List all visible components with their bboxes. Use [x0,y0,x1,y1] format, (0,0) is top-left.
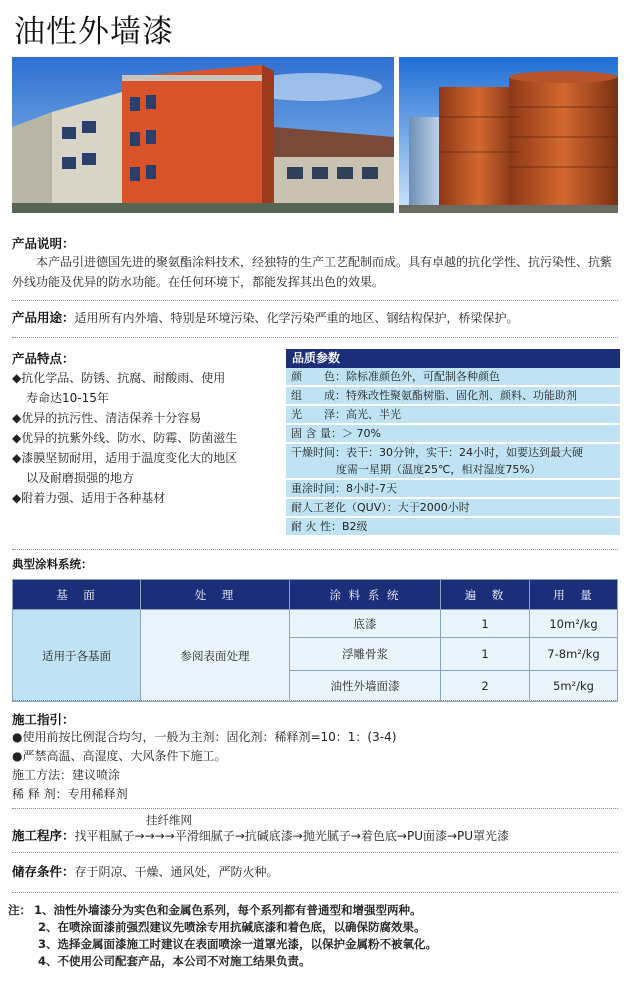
note-item: 1、油性外墙漆分为实色和金属色系列，每个系列都有普通型和增强型两种。 [34,903,422,917]
quality-heading: 品质参数 [286,349,620,368]
description-text: 本产品引进德国先进的聚氨酯涂料技术，经独特的生产工艺配制而成。具有卓越的抗化学性、抗污染性、抗紫外线功能及优异的防水功能。在任何环境下，都能发挥其出色的效果。 [12,255,613,289]
system-heading: 典型涂料系统： [12,557,93,571]
quality-row: 耐 火 性：B2级 [286,518,620,537]
note-item: 3、选择金属面漆施工时建议在表面喷涂一道罩光漆，以保护金属粉不被氧化。 [38,937,437,951]
divider [12,337,618,338]
quality-row: 度需一星期（温度25℃，相对湿度75%） [286,461,620,480]
divider [12,549,618,550]
storage-text: 存于阴凉、干燥、通风处，严防火种。 [74,865,279,879]
col-header: 涂 料 系 统 [290,580,441,610]
coating-cell: 油性外墙面漆 [290,671,441,702]
amount-cell: 5m²/kg [530,671,618,702]
coats-cell: 2 [441,671,530,702]
construction-lines [12,728,618,804]
building-photo [12,57,394,213]
procedure-section [12,826,618,846]
feature-item: ◆优异的抗紫外线、防水、防霉、防菌滋生 [12,431,238,445]
notes-label: 注： [8,903,31,917]
divider [12,700,618,701]
coating-cell: 底漆 [290,610,441,638]
coats-cell: 1 [441,638,530,671]
usage-text: 适用所有内外墙、特别是环境污染、化学污染严重的地区、钢结构保护，桥梁保护。 [74,311,519,325]
construction-line: 稀 释 剂：专用稀释剂 [12,787,128,801]
construction-line: ●使用前按比例混合均匀，一般为主剂：固化剂：稀释剂=10：1：(3-4) [12,730,397,744]
construction-line: 施工方法：建议喷涂 [12,768,121,782]
divider [12,808,618,809]
coating-cell: 浮雕骨浆 [290,638,441,671]
feature-item: ◆抗化学品、防锈、抗腐、耐酸雨、使用 [12,371,226,385]
note-item: 2、在喷涂面漆前强烈建议先喷涂专用抗碱底漆和着色底，以确保防腐效果。 [38,920,426,934]
divider [12,892,618,893]
features-list [12,368,282,508]
notes-list [34,902,620,970]
construction-line: ●严禁高温、高湿度、大风条件下施工。 [12,749,227,763]
quality-row: 固 含 量：＞ 70% [286,425,620,444]
coating-system-table [12,579,618,702]
divider [12,852,618,853]
col-header: 处 理 [141,580,290,610]
amount-cell: 7-8m²/kg [530,638,618,671]
feature-item: ◆附着力强、适用于各种基材 [12,491,166,505]
quality-row: 耐人工老化（QUV）：大于2000小时 [286,499,620,518]
usage-section [12,308,618,328]
divider [12,300,618,301]
feature-item: ◆漆膜坚韧耐用，适用于温度变化大的地区 [12,451,238,465]
quality-row: 颜 色：除标准颜色外，可配制各种颜色 [286,368,620,387]
treatment-cell: 参阅表面处理 [141,610,290,702]
quality-panel [286,349,620,537]
col-header: 基 面 [13,580,141,610]
storage-heading: 储存条件： [12,864,75,879]
feature-item: 以及耐磨损强的地方 [26,471,135,485]
procedure-overlay: 挂纤维网 [146,813,192,827]
quality-row: 重涂时间：8小时-7天 [286,480,620,499]
feature-item: ◆优异的抗污性、清洁保养十分容易 [12,411,202,425]
quality-row: 干燥时间：表干：30分钟，实干：24小时，如要达到最大硬 [286,444,620,461]
storage-section [12,862,618,882]
amount-cell: 10m²/kg [530,610,618,638]
procedure-text: 找平粗腻子→→→→平滑细腻子→抗碱底漆→抛光腻子→着色底→PU面漆→PU罩光漆 [74,829,510,843]
note-item: 4、不使用公司配套产品，本公司不对施工结果负责。 [38,954,311,968]
construction-heading: 施工指引： [12,712,75,727]
quality-row: 组 成：特殊改性聚氨酯树脂、固化剂、颜料、功能助剂 [286,387,620,406]
quality-row: 光 泽：高光、半光 [286,406,620,425]
col-header: 遍 数 [441,580,530,610]
base-cell: 适用于各基面 [13,610,141,702]
feature-item: 寿命达10-15年 [26,391,109,405]
description-heading: 产品说明： [12,236,75,251]
table-row [13,610,618,638]
procedure-heading: 施工程序： [12,828,75,843]
usage-heading: 产品用途： [12,310,75,325]
tanks-photo [399,57,618,213]
table-header-row [13,580,618,610]
coats-cell: 1 [441,610,530,638]
page-title: 油性外墙漆 [14,14,174,50]
features-heading: 产品特点： [12,351,75,366]
col-header: 用 量 [530,580,618,610]
